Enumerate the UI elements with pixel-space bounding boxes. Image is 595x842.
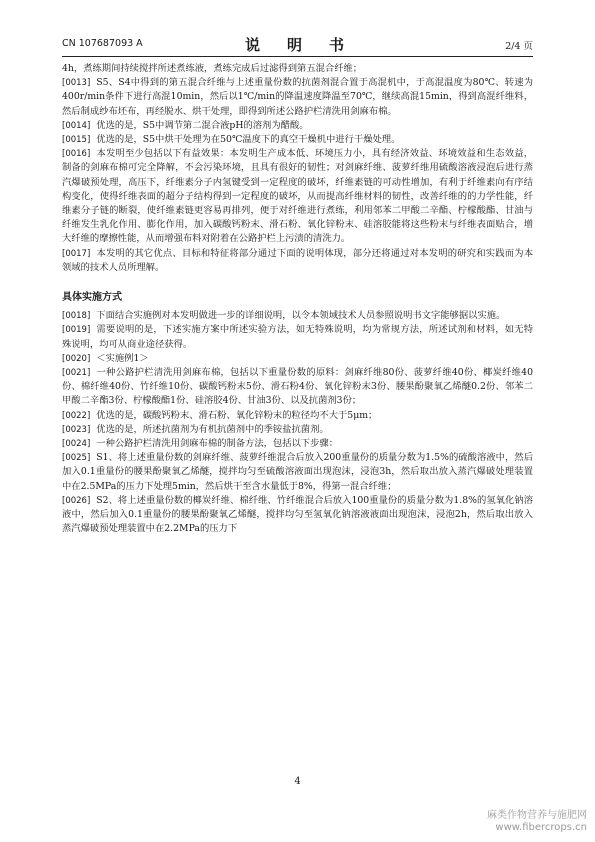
- paragraph-number: [0024]: [62, 439, 91, 450]
- paragraph-number: [0019]: [62, 325, 91, 336]
- section-heading: 具体实施方式: [62, 292, 122, 304]
- patent-number: CN 107687093 A: [62, 38, 143, 49]
- paragraph: [62, 133, 533, 147]
- paragraph: [62, 409, 533, 423]
- paragraph-number: [0022]: [62, 410, 91, 421]
- paragraph-text: 优选的是，碳酸钙粉末、滑石粉、氧化锌粉末的粒径均不大于5μm；: [96, 409, 378, 421]
- paragraph-number: [0013]: [62, 78, 91, 89]
- paragraph: [62, 309, 533, 323]
- page-header: [62, 34, 533, 54]
- paragraph-text: S2、将上述重量份数的椰炭纤维、棉纤维、竹纤维混合后放入100重量份的质量分数为1.8%的氢氧化钠溶液中，然后加入0.1重量份的腰果酚聚氧乙烯醚，搅拌均匀至氢氧化钠溶液液面出现泡沫，浸泡2h，然后取出放入蒸汽爆破预处理装置中在2.2MPa的压力下: [62, 494, 533, 535]
- paragraph-text: 需要说明的是，下述实施方案中所述实验方法，如无特殊说明，均为常规方法，所述试剂和材料，如无特殊说明，均可从商业途径获得。: [62, 324, 533, 350]
- paragraph-number: [0014]: [62, 120, 91, 131]
- paragraph-text: S5、S4中得到的第五混合纤维与上述重量份数的抗菌剂混合置于高混机中，于高混温度为80℃、转速为400r/min条件下进行高混10min，然后以1℃/min的降温速度降温至70℃，继续高混15min，得到高混纤维料，然后制成纱布坯布，再经脱水、烘干处理，即得到所述公路护栏清洗用剑麻布棉。: [62, 77, 533, 117]
- document-body: [62, 62, 533, 537]
- paragraph-text: 优选的是，S5中烘干处理为在50℃温度下的真空干燥机中进行干燥处理。: [96, 134, 401, 146]
- paragraph-number: [0015]: [62, 135, 91, 146]
- header-rule: [62, 56, 533, 57]
- paragraph: [62, 76, 533, 119]
- paragraph: [62, 423, 533, 437]
- document-title: 说 明 书: [244, 36, 350, 54]
- paragraph-number: [0026]: [62, 495, 91, 506]
- paragraph: [62, 352, 533, 366]
- page-indicator: 2/4 页: [505, 41, 533, 52]
- paragraph-text: 一种公路护栏清洗用剑麻布棉的制备方法，包括以下步骤：: [96, 438, 338, 450]
- paragraph-number: [0018]: [62, 311, 91, 322]
- paragraph-number: [0017]: [62, 248, 91, 259]
- paragraph-number: [0021]: [62, 368, 91, 379]
- paragraph-text: 下面结合实施例对本发明做进一步的详细说明，以令本领域技术人员参照说明书文字能够据以实施。: [96, 310, 506, 322]
- paragraph-text: S1、将上述重量份数的剑麻纤维、菠萝纤维混合后放入200重量份的质量分数为1.5%的硫酸溶液中，然后加入0.1重量份的腰果酚聚氧乙烯醚，搅拌均匀至硫酸溶液面出现泡沫，浸泡3h，然后取出放入蒸汽爆破处理装置中在2.5MPa的压力下处理5min，然后烘干至含水量低于8%，得第一混合纤维；: [62, 452, 533, 492]
- paragraph: [62, 147, 533, 246]
- paragraph-text: ＜实施例1＞: [96, 352, 149, 364]
- paragraph: [62, 437, 533, 451]
- paragraph-text: 优选的是，S5中调节第二混合液pH的溶剂为醋酸。: [96, 119, 309, 131]
- paragraph: [62, 494, 533, 537]
- paragraph-number: [0025]: [62, 453, 91, 464]
- page-number: 4: [294, 776, 301, 787]
- paragraph: [62, 366, 533, 409]
- paragraph: [62, 247, 533, 275]
- paragraph-text: 本发明的其它优点、目标和特征将部分通过下面的说明体现，部分还将通过对本发明的研究和实践而为本领域的技术人员所理解。: [62, 247, 533, 273]
- paragraph-number: [0023]: [62, 424, 91, 435]
- paragraph-text: 一种公路护栏清洗用剑麻布棉，包括以下重量份数的原料：剑麻纤维80份、菠萝纤维40份、椰炭纤维40份、棉纤维40份、竹纤维10份、碳酸钙粉末5份、滑石粉4份、氧化锌粉末3份、腰果酚聚氧乙烯醚0.2份、邻苯二甲酸二辛酯3份、柠檬酸酯1份、硅溶胶4份、甘油3份、以及抗菌剂3份；: [62, 367, 533, 407]
- paragraph: [62, 119, 533, 133]
- paragraph-text: 本发明至少包括以下有益效果：本发明生产成本低、环境压力小，具有经济效益、环境效益和生态效益，制备的剑麻布棉可完全降解，不会污染环境，且具有很好的韧性；对剑麻纤维、菠萝纤维用硫酸溶液浸泡后进行蒸汽爆破预处理，高压下，纤维素分子内氢键受到一定程度的破坏，纤维素链的可动性增加，有利于纤维素向有序结构变化，使得纤维表面的超分子结构得到一定程度的破坏，从而提高纤维材料的韧性，改善纤维的的力学性能，纤维素分子链的断裂，使纤维素链更容易再排列，便于对纤维进行煮练，利用邻苯二甲酸二辛酯、柠檬酸酯、甘油与纤维发生乳化作用、膨化作用，加入碳酸钙粉末、滑石粉、氧化锌粉末、硅溶胶能将这些粉末与纤维表面贴合，增大纤维的摩擦性能，从而增强布料对附着在公路护栏上污渍的清洗力。: [62, 148, 533, 245]
- watermark: [487, 810, 587, 834]
- watermark-line-2: www.fibercrops.cn: [495, 822, 587, 833]
- paragraph: [62, 323, 533, 351]
- paragraph: [62, 451, 533, 494]
- paragraph-number: [0016]: [62, 149, 91, 160]
- paragraph-number: [0020]: [62, 353, 91, 364]
- paragraph-text: 优选的是，所述抗菌剂为有机抗菌剂中的季铵盐抗菌剂。: [96, 423, 329, 435]
- paragraph: [62, 62, 533, 76]
- paragraph-text: 4h，煮练期间持续搅拌所述煮练液，煮练完成后过滤得到第五混合纤维；: [62, 63, 363, 74]
- watermark-line-1: 麻类作物营养与施肥网: [487, 810, 587, 821]
